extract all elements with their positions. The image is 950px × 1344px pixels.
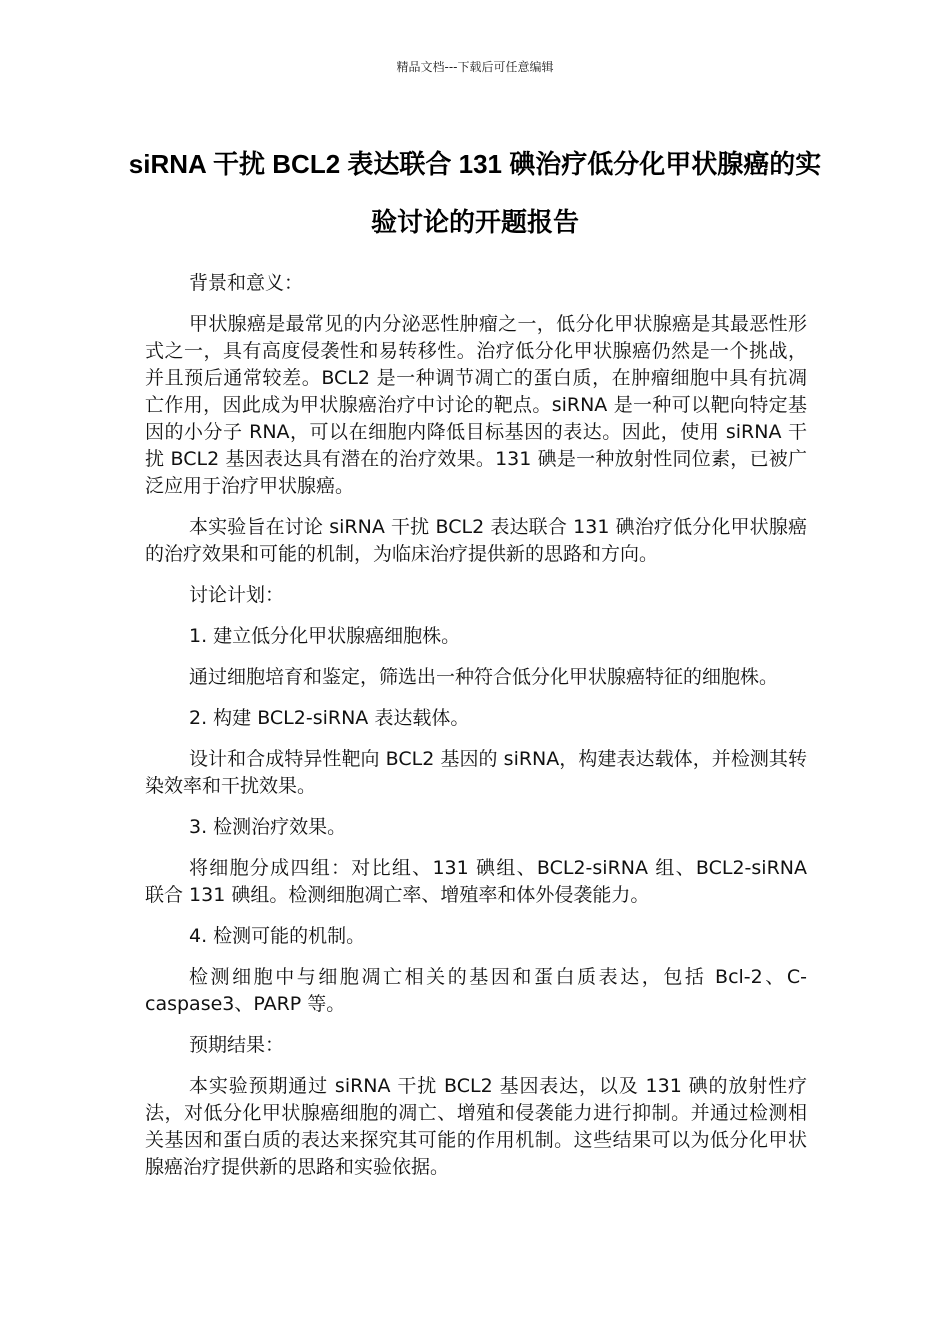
section-heading-plan: 讨论计划： (189, 584, 285, 606)
plan-step-3: 3. 检测治疗效果。 (189, 816, 347, 838)
plan-step-1-detail: 通过细胞培育和鉴定，筛选出一种符合低分化甲状腺癌特征的细胞株。 (189, 666, 779, 688)
paragraph-background: 甲状腺癌是最常见的内分泌恶性肿瘤之一，低分化甲状腺癌是其最恶性形式之一，具有高度侵袭性和易转移性。治疗低分化甲状腺癌仍然是一个挑战，并且预后通常较差。BCL2 是一种调节凋亡的蛋白质，在肿瘤细胞中具有抗凋亡作用，因此成为甲状腺癌治疗中讨论的靶点。siRNA 是一种可以靶向特定基因的小分子 RNA，可以在细胞内降低目标基因的表达。因此，使用 siRNA 干扰 BCL2 基因表达具有潜在的治疗效果。131 碘是一种放射性同位素，已被广泛应用于治疗甲状腺癌。 (145, 313, 807, 497)
paragraph-objective: 本实验旨在讨论 siRNA 干扰 BCL2 表达联合 131 碘治疗低分化甲状腺癌的治疗效果和可能的机制，为临床治疗提供新的思路和方向。 (145, 516, 807, 565)
paragraph-expected-results: 本实验预期通过 siRNA 干扰 BCL2 基因表达，以及 131 碘的放射性疗法，对低分化甲状腺癌细胞的凋亡、增殖和侵袭能力进行抑制。并通过检测相关基因和蛋白质的表达来探究其可能的作用机制。这些结果可以为低分化甲状腺癌治疗提供新的思路和实验依据。 (145, 1075, 807, 1178)
plan-step-3-detail: 将细胞分成四组：对比组、131 碘组、BCL2-siRNA 组、BCL2-siRNA 联合 131 碘组。检测细胞凋亡率、增殖率和体外侵袭能力。 (145, 857, 807, 906)
section-heading-expected: 预期结果： (189, 1034, 285, 1056)
document-title: siRNA 干扰 BCL2 表达联合 131 碘治疗低分化甲状腺癌的实验讨论的开题报告 (128, 149, 822, 237)
section-heading-background: 背景和意义： (189, 272, 304, 294)
plan-step-4-detail: 检测细胞中与细胞凋亡相关的基因和蛋白质表达，包括 Bcl-2、C-caspase3、PARP 等。 (145, 966, 807, 1015)
plan-step-2-detail: 设计和合成特异性靶向 BCL2 基因的 siRNA，构建表达载体，并检测其转染效率和干扰效果。 (145, 748, 807, 797)
plan-step-4: 4. 检测可能的机制。 (189, 925, 366, 947)
page-header-note: 精品文档---下载后可任意编辑 (396, 60, 554, 74)
plan-step-1: 1. 建立低分化甲状腺癌细胞株。 (189, 625, 461, 647)
plan-step-2: 2. 构建 BCL2-siRNA 表达载体。 (189, 707, 470, 729)
document-body (145, 270, 807, 1195)
